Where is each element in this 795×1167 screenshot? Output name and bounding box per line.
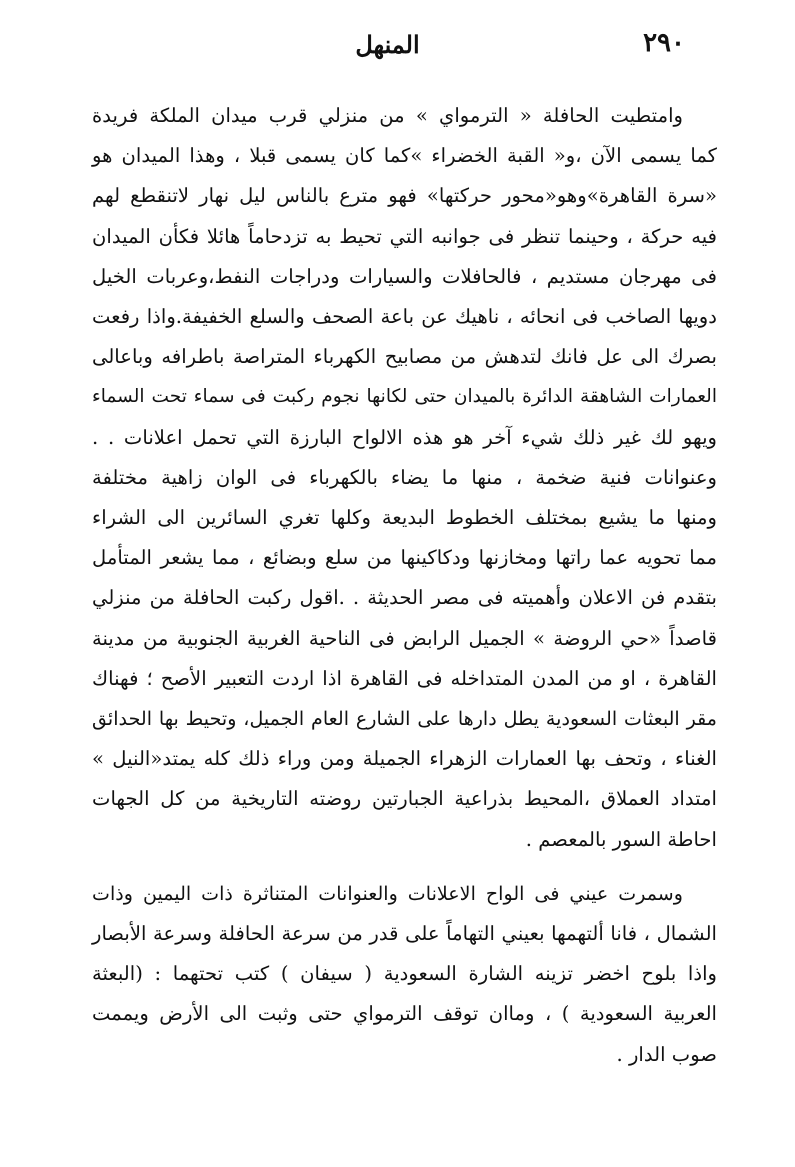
page-number: ٢٩٠ (643, 28, 685, 58)
text-line: دويها الصاخب فى انحائه ، ناهيك عن باعة الصحف والسلع الخفيفة.واذا رفعت (92, 305, 717, 329)
text-line: فى مهرجان مستديم ، فالحافلات والسيارات ودراجات النفط،وعربات الخيل (92, 264, 717, 288)
text-line: العمارات الشاهقة الدائرة بالميدان حتى لكانها نجوم ركبت فى سماء تحت السماء (92, 386, 717, 408)
text-line: كما يسمى الآن ،و« القبة الخضراء »كما كان يسمى قبلا ، وهذا الميدان هو (92, 144, 717, 168)
paragraph-1 (92, 96, 717, 860)
text-line: وسمرت عيني فى الواح الاعلانات والعنوانات المتناثرة ذات اليمين وذات (92, 881, 683, 905)
page-header (90, 28, 685, 68)
text-line: الغناء ، وتحف بها العمارات الزهراء الجميلة ومن وراء ذلك كله يمتد«النيل » (92, 747, 717, 771)
paragraph-2 (92, 874, 717, 1075)
text-line: مما تحويه عما راتها ومخازنها ودكاكينها من سلع وبضائع ، مما يشعر المتأمل (92, 546, 717, 570)
text-line: وامتطيت الحافلة « الترمواي » من منزلي قرب ميدان الملكة فريدة (92, 104, 683, 127)
text-line: القاهرة ، او من المدن المتداخله فى القاهرة اذا اردت التعبير الأصح ؛ فهناك (92, 666, 717, 690)
running-title: المنهل (355, 30, 420, 59)
text-line: الشمال ، فانا ألتهمها بعيني التهاماً على قدر من سرعة الحافلة وسرعة الأبصار (92, 922, 717, 946)
text-line: العربية السعودية ) ، وماان توقف الترمواي حتى وثبت الى الأرض ويممت (92, 1002, 717, 1026)
body-text (92, 96, 717, 1075)
text-line: «سرة القاهرة»وهو«محور حركتها» فهو مترع بالناس ليل نهار لاتنقطع لهم (92, 184, 717, 208)
text-line: مقر البعثات السعودية يطل دارها على الشارع العام الجميل، وتحيط بها الحدائق (92, 707, 717, 731)
text-line: واذا بلوح اخضر تزينه الشارة السعودية ( سيفان ) كتب تحتهما : (البعثة (92, 962, 717, 986)
text-line: قاصداً «حي الروضة » الجميل الرابض فى الناحية الغربية الجنوبية من مدينة (92, 626, 717, 650)
text-line: بتقدم فن الاعلان وأهميته فى مصر الحديثة . .اقول ركبت الحافلة من منزلي (92, 586, 717, 610)
text-line: ويهو لك غير ذلك شيء آخر هو هذه الالواح البارزة التي تحمل اعلانات . . (92, 425, 717, 449)
text-line: وعنوانات فنية ضخمة ، منها ما يضاء بالكهرباء فى الوان زاهية مختلفة (92, 465, 717, 489)
text-line: بصرك الى عل فانك لتدهش من مصابيح الكهرباء المتراصة باطرافه وباعالى (92, 345, 717, 369)
text-line: صوب الدار . (616, 1042, 717, 1066)
text-line: احاطة السور بالمعصم . (525, 827, 717, 851)
text-line: امتداد العملاق ،المحيط بذراعية الجبارتين روضته التاريخية من كل الجهات (92, 787, 717, 811)
text-line: ومنها ما يشيع بمختلف الخطوط البديعة وكلها تغري السائرين الى الشراء (92, 506, 717, 530)
text-line: فيه حركة ، وحينما تنظر فى جوانبه التي تحيط به تزدحاماً هائلا فكأن الميدان (92, 224, 717, 248)
